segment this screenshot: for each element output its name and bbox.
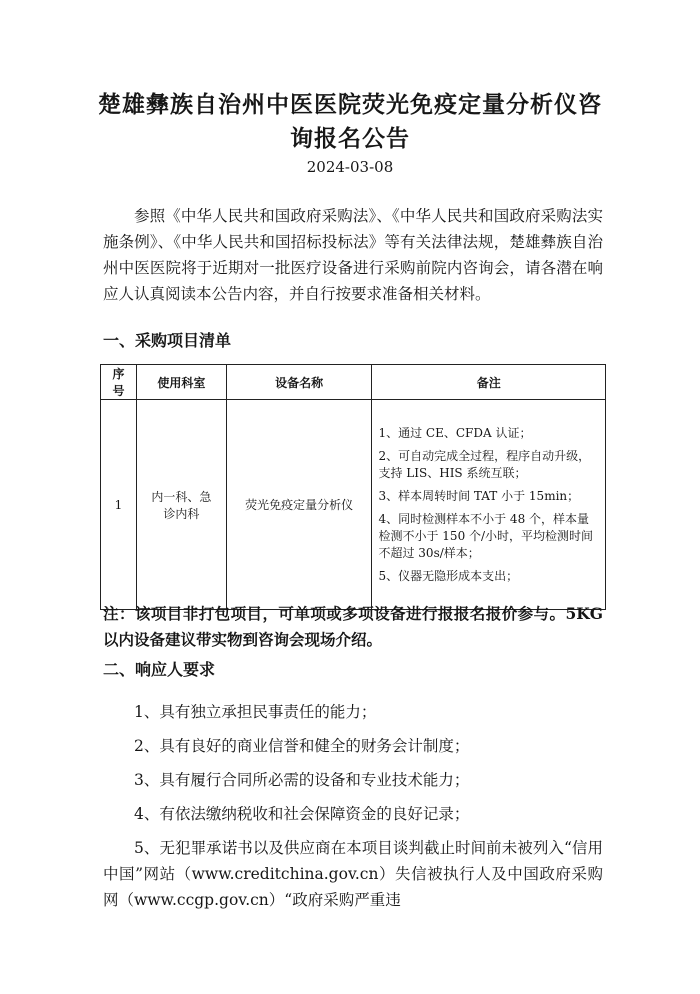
header-department: 使用科室 — [136, 365, 226, 400]
section-heading-procurement-list: 一、采购项目清单 — [103, 331, 232, 350]
cell-notes — [372, 400, 606, 610]
cell-index: 1 — [101, 400, 137, 610]
intro-paragraph: 参照《中华人民共和国政府采购法》、《中华人民共和国政府采购法实施条例》、《中华人民共和国招标投标法》等有关法律法规，楚雄彝族自治州中医医院将于近期对一批医疗设备进行采购前院内咨询会，请各潜在响应人认真阅读本公告内容，并自行按要求准备相关材料。 — [103, 207, 603, 303]
requirement-item: 4、有依法缴纳税收和社会保障资金的良好记录； — [134, 805, 470, 823]
cell-department: 内一科、急诊内科 — [136, 400, 226, 610]
requirement-item: 2、具有良好的商业信誉和健全的财务会计制度； — [134, 737, 470, 755]
document-date: 2024-03-08 — [306, 158, 394, 176]
table-row — [101, 400, 606, 610]
note-item: 5、仪器无隐形成本支出； — [378, 568, 519, 583]
document-title: 楚雄彝族自治州中医医院荧光免疫定量分析仪咨询报名公告 — [98, 91, 602, 152]
requirement-item: 5、无犯罪承诺书以及供应商在本项目谈判截止时间前未被列入“信用中国”网站（www.creditchina.gov.cn）失信被执行人及中国政府采购网（www.ccgp.gov.cn）“政府采购严重违 — [103, 839, 603, 909]
header-equipment: 设备名称 — [226, 365, 372, 400]
note-item: 2、可自动完成全过程，程序自动升级，支持 LIS、HIS 系统互联； — [378, 448, 591, 480]
note-item: 1、通过 CE、CFDA 认证； — [378, 425, 532, 440]
header-notes: 备注 — [372, 365, 606, 400]
cell-equipment: 荧光免疫定量分析仪 — [226, 400, 372, 610]
table-note: 注：该项目非打包项目，可单项或多项设备进行报报名报价参与。5KG 以内设备建议带实物到咨询会现场介绍。 — [103, 604, 603, 649]
requirement-item: 1、具有独立承担民事责任的能力； — [134, 703, 377, 721]
section-heading-requirements: 二、响应人要求 — [103, 660, 216, 679]
procurement-table — [100, 364, 606, 610]
note-item: 3、样本周转时间 TAT 小于 15min； — [378, 488, 580, 503]
header-index: 序号 — [101, 365, 137, 400]
table-header-row — [101, 365, 606, 400]
requirement-item: 3、具有履行合同所必需的设备和专业技术能力； — [134, 771, 470, 789]
note-item: 4、同时检测样本不小于 48 个，样本量检测不小于 150 个/小时，平均检测时间不超过 30s/样本； — [378, 511, 594, 560]
